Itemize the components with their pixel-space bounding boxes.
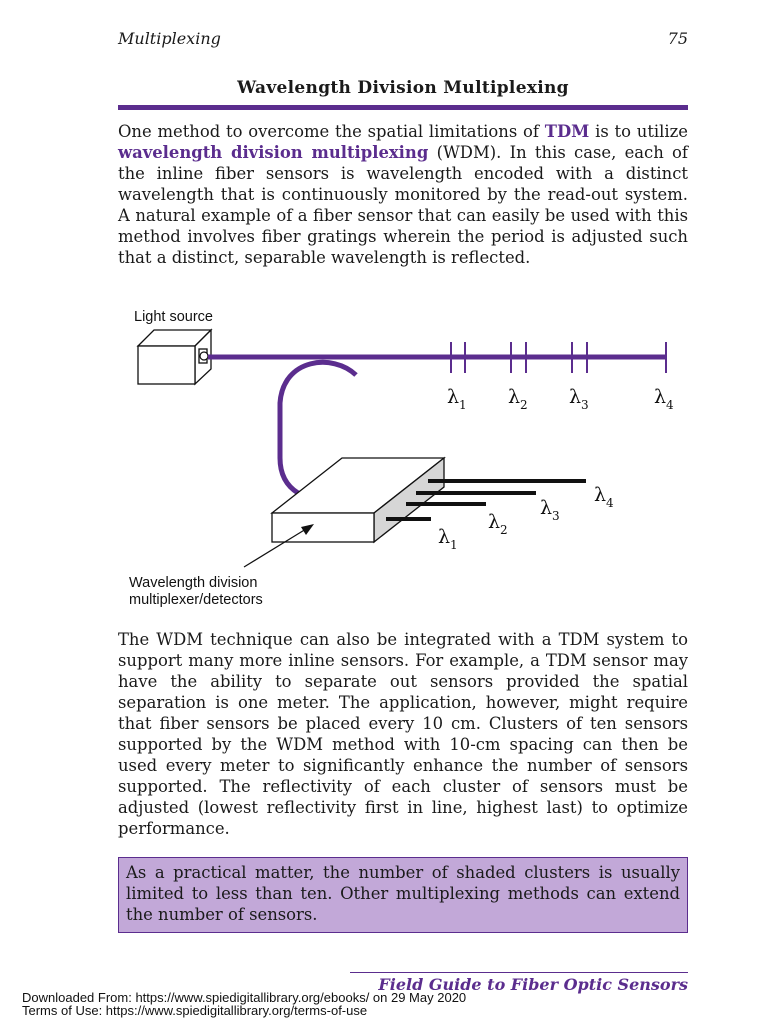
term-wdm: wavelength division multiplexing <box>118 143 429 162</box>
lambda-symbol: λ <box>508 386 521 408</box>
intro-text-2: is to utilize <box>589 122 688 141</box>
footer-rule <box>350 972 688 973</box>
section-rule <box>118 105 688 110</box>
light-source-box <box>138 330 211 384</box>
wdm-figure <box>118 303 688 613</box>
section-title: Wavelength Division Multiplexing <box>237 78 569 98</box>
intro-text-3: (WDM). In this case, each of the inline fiber sensors is wavelength encoded with a distinct wavelength that is continuously monitored by the read-out system. A natural example of a fiber sensor that can easily be used with this method involves fiber gratings wherein the period is adjusted such that a distinct, separable wavelength is reflected. <box>118 143 688 267</box>
page-number: 75 <box>667 29 688 48</box>
wdm-label-line2: multiplexer/detectors <box>129 592 263 608</box>
wdm-label-line1: Wavelength division <box>129 575 258 591</box>
lambda-symbol: λ <box>540 497 553 519</box>
lambda-symbol: λ <box>447 386 460 408</box>
lambda-symbol: λ <box>654 386 667 408</box>
lambda-symbol: λ <box>488 511 501 533</box>
lambda-subscript: 2 <box>500 523 508 537</box>
intro-text-1: One method to overcome the spatial limitations of <box>118 122 545 141</box>
fiber-lambda-labels <box>447 386 674 412</box>
light-source-label: Light source <box>134 309 213 325</box>
term-tdm: TDM <box>544 122 590 141</box>
download-notice: Downloaded From: https://www.spiedigitallibrary.org/ebooks/ on 29 May 2020 <box>22 990 467 1005</box>
intro-paragraph <box>118 121 688 268</box>
lambda-subscript: 1 <box>450 538 458 552</box>
lambda-symbol: λ <box>438 526 451 548</box>
wdm-box <box>272 458 444 542</box>
lambda-subscript: 4 <box>666 398 674 412</box>
terms-of-use-notice: Terms of Use: https://www.spiedigitallibrary.org/terms-of-use <box>22 1003 368 1018</box>
lambda-subscript: 1 <box>459 398 467 412</box>
footer-book-title: Field Guide to Fiber Optic Sensors <box>378 975 688 994</box>
wdm-tdm-paragraph: The WDM technique can also be integrated with a TDM system to support many more inline sensors. For example, a TDM sensor may have the ability to separate out sensors provided the spatial separation is one meter. The application, however, might require that fiber sensors be placed every 10 cm. Clusters of ten sensors supported by the WDM method with 10-cm spacing can then be used every meter to significantly enhance the number of sensors supported. The reflectivity of each cluster of sensors must be adjusted (lowest reflectivity first in line, highest last) to optimize performance. <box>118 630 688 838</box>
lambda-subscript: 3 <box>552 509 560 523</box>
lambda-subscript: 2 <box>520 398 528 412</box>
lambda-symbol: λ <box>594 484 607 506</box>
running-title: Multiplexing <box>118 29 221 48</box>
callout-box: As a practical matter, the number of shaded clusters is usually limited to less than ten. Other multiplexing methods can extend the number of sensors. <box>118 857 688 933</box>
running-head <box>118 29 688 49</box>
lambda-symbol: λ <box>569 386 582 408</box>
lambda-subscript: 4 <box>606 496 614 510</box>
wdm-diagram <box>118 303 688 613</box>
lambda-subscript: 3 <box>581 398 589 412</box>
